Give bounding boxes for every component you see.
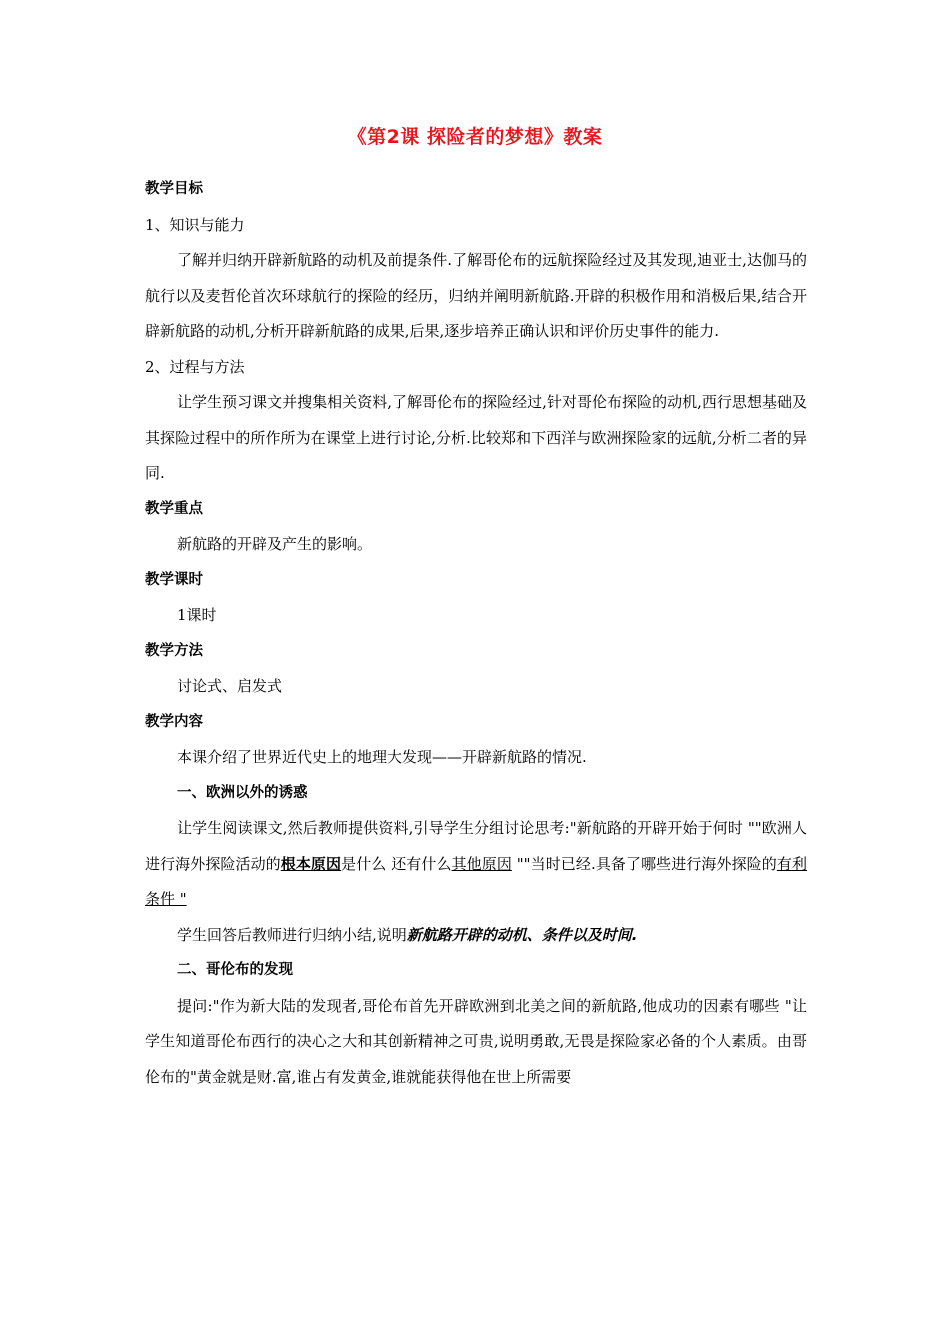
section-1-p1-text-c: 是什么 还有什么 — [341, 854, 452, 873]
document-title: 《第2课 探险者的梦想》教案 — [347, 126, 603, 148]
root-cause-emphasis: 根本原因 — [280, 854, 342, 873]
section-1-paragraph-1 — [145, 811, 807, 918]
section-1-heading: 一、欧洲以外的诱惑 — [177, 784, 308, 801]
content-heading: 教学内容 — [145, 713, 203, 730]
objective-2-text: 让学生预习课文并搜集相关资料,了解哥伦布的探险经过,针对哥伦布探险的动机,西行思想基础及其探险过程中的所作所为在课堂上进行讨论,分析.比较郑和下西洋与欧洲探险家的远航,分析二者的异同. — [145, 393, 807, 482]
methods-heading: 教学方法 — [145, 642, 203, 659]
section-1-p1-text-a: 让学生阅读课文,然后教师提供资料,引导学生分组讨论思考:"新航路的开辟开始于何时 ""欧洲人进行海外探险活动的 — [145, 819, 807, 873]
summary-emphasis: 新航路开辟的动机、条件以及时间. — [406, 925, 638, 944]
other-causes-emphasis: 其他原因 — [451, 854, 512, 873]
objective-2-label: 2、过程与方法 — [145, 357, 245, 376]
key-points-heading: 教学重点 — [145, 500, 203, 517]
section-2-heading: 二、哥伦布的发现 — [177, 962, 293, 978]
objective-1-label: 1、知识与能力 — [145, 215, 245, 234]
section-2-paragraph-1: 提问:"作为新大陆的发现者,哥伦布首先开辟欧洲到北美之间的新航路,他成功的因素有哪些 "让学生知道哥伦布西行的决心之大和其创新精神之可贵,说明勇敢,无畏是探险家必备的个人素质。由哥伦布的"黄金就是财.富,谁占有发黄金,谁就能获得他在世上所需要 — [145, 996, 807, 1086]
document-body — [145, 172, 807, 1095]
section-1-paragraph-2 — [145, 918, 807, 954]
methods-text: 讨论式、启发式 — [177, 677, 283, 695]
section-1-p2-text-a: 学生回答后教师进行归纳小结,说明 — [177, 925, 407, 944]
class-hours-text: 1课时 — [177, 606, 217, 624]
objective-1-text: 了解并归纳开辟新航路的动机及前提条件.了解哥伦布的远航探险经过及其发现,迪亚士,达伽马的航行以及麦哲伦首次环球航行的探险的经历，归纳并阐明新航路.开辟的积极作用和消极后果,结合开辟新航路的动机,分析开辟新航路的成果,后果,逐步培养正确认识和评价历史事件的能力. — [145, 251, 807, 340]
class-hours-heading: 教学课时 — [145, 571, 203, 588]
section-1-p1-text-e: ""当时已经.具备了哪些进行海外探险的 — [511, 854, 777, 873]
favorable-conditions-emphasis: 有利条件 " — [145, 854, 807, 908]
objectives-heading: 教学目标 — [145, 181, 203, 197]
key-points-text: 新航路的开辟及产生的影响。 — [177, 535, 373, 553]
content-intro: 本课介绍了世界近代史上的地理大发现——开辟新航路的情况. — [177, 748, 587, 766]
